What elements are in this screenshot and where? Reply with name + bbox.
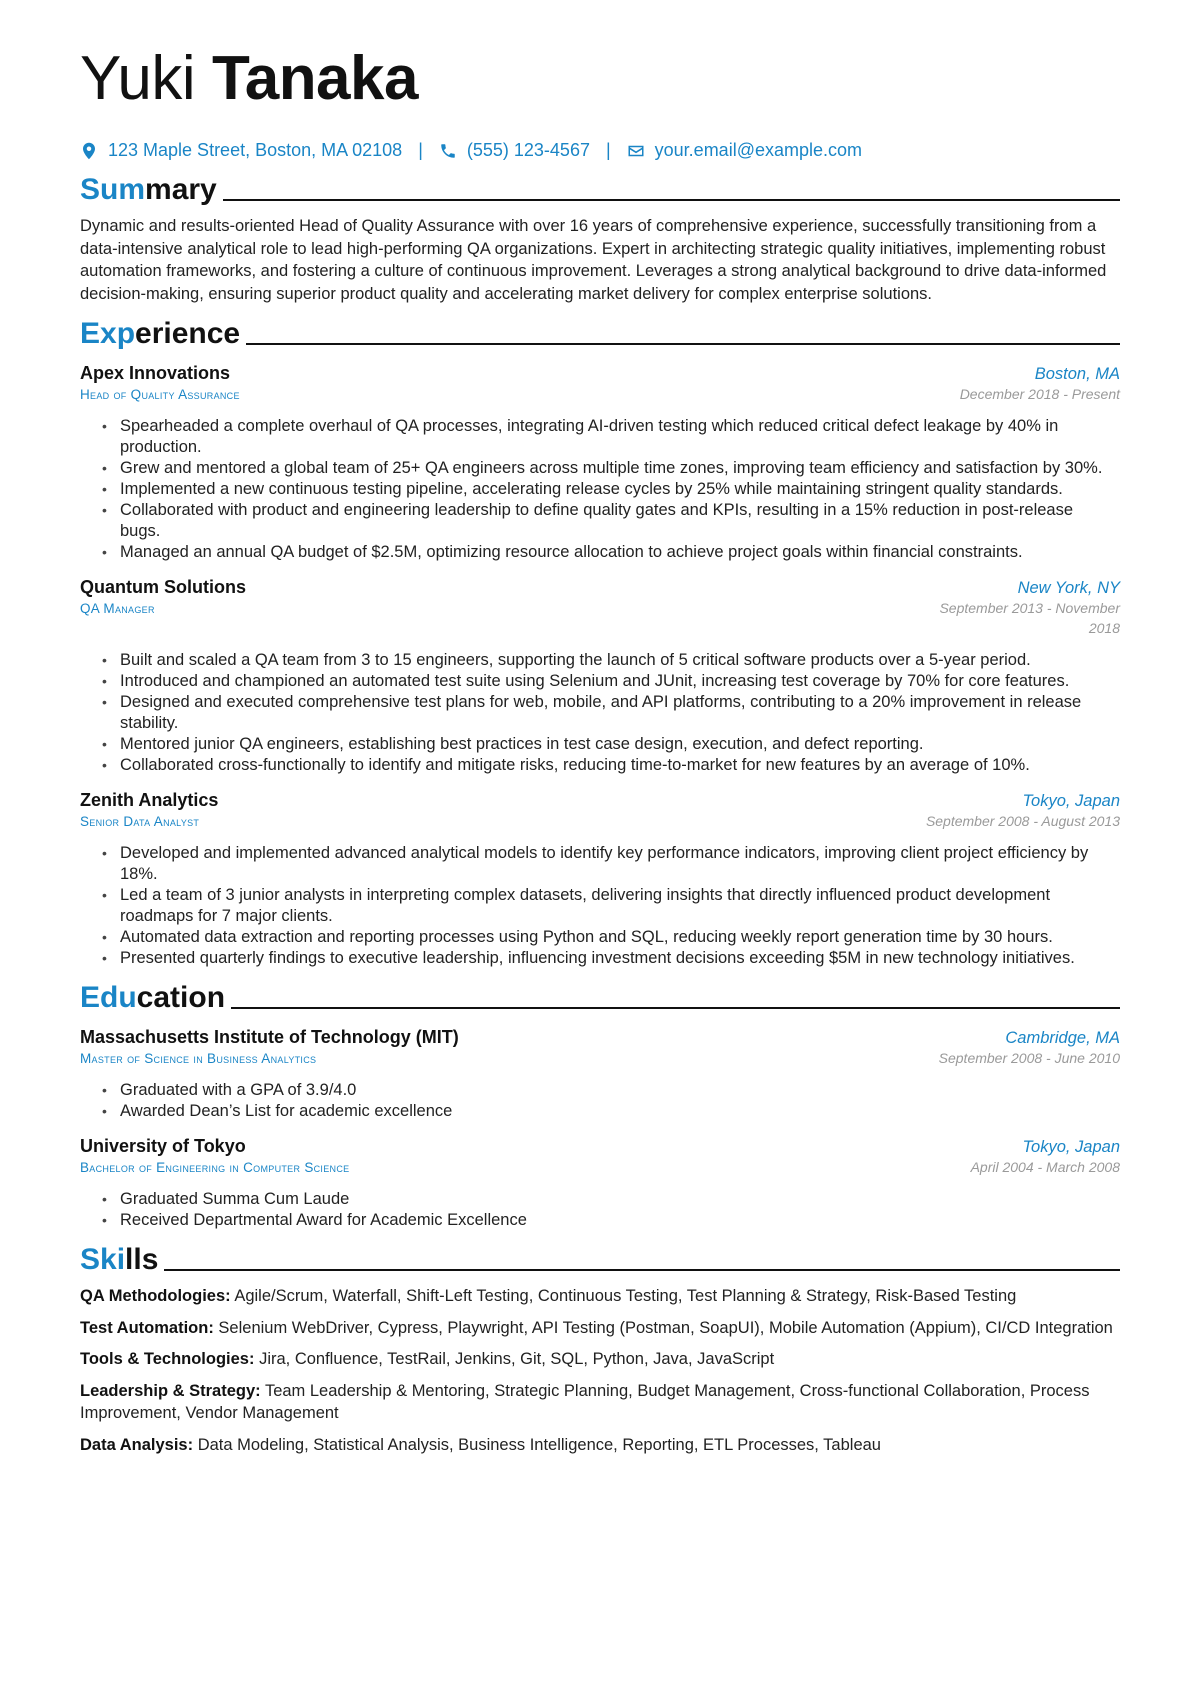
skill-items: Data Modeling, Statistical Analysis, Business Intelligence, Reporting, ETL Processes, Tableau — [197, 1435, 881, 1454]
job-title: Senior Data Analyst — [80, 814, 200, 829]
skill-items: Selenium WebDriver, Cypress, Playwright, API Testing (Postman, SoapUI), Mobile Automation (Appium), CI/CD Integration — [218, 1318, 1113, 1337]
job-title: QA Manager — [80, 601, 155, 616]
education-bullets — [80, 1189, 1120, 1231]
map-pin-icon — [80, 142, 98, 160]
job-dates: December 2018 - Present — [959, 386, 1120, 402]
bullet-item: • Automated data extraction and reporting processes using Python and SQL, reducing weekly report generation time by 30 hours. — [120, 927, 1120, 948]
skill-row — [80, 1285, 1120, 1308]
job-dates: September 2013 - November 2018 — [939, 600, 1120, 636]
job-location: Boston, MA — [1034, 365, 1120, 383]
last-name: Tanaka — [211, 44, 419, 113]
bullet-item: • Introduced and championed an automated test suite using Selenium and JUnit, increasing test coverage by 70% for core features. — [120, 671, 1120, 692]
job-bullets — [80, 416, 1120, 563]
bullet-item: • Mentored junior QA engineers, establishing best practices in test case design, execution, and defect reporting. — [120, 734, 1120, 755]
job-dates: September 2008 - August 2013 — [925, 813, 1120, 829]
experience-heading — [80, 319, 1120, 349]
contact-bar — [80, 140, 1120, 161]
bullet-item: • Led a team of 3 junior analysts in interpreting complex datasets, delivering insights that directly influenced product development roadmaps for 7 major clients. — [120, 885, 1120, 927]
skill-category: QA Methodologies: — [80, 1287, 231, 1305]
section-title: Skills — [80, 1243, 159, 1276]
bullet-item: • Awarded Dean’s List for academic excellence — [120, 1101, 1120, 1122]
degree-title: Master of Science in Business Analytics — [80, 1051, 317, 1066]
skill-category: Leadership & Strategy: — [80, 1381, 261, 1400]
education-dates: April 2004 - March 2008 — [970, 1159, 1120, 1175]
skill-items: Team Leadership & Mentoring, Strategic Planning, Budget Management, Cross-functional Collaboration, Process Improvement, Vendor Management — [80, 1381, 1090, 1422]
bullet-item: • Graduated Summa Cum Laude — [120, 1189, 1120, 1210]
company-name: Apex Innovations — [80, 363, 231, 383]
envelope-icon — [627, 142, 645, 160]
job-entry — [80, 790, 1120, 969]
bullet-item: • Graduated with a GPA of 3.9/4.0 — [120, 1080, 1120, 1101]
section-title: Summary — [80, 173, 217, 206]
bullet-item: • Collaborated with product and engineering leadership to define quality gates and KPIs, resulting in a 15% reduction in post-release bugs. — [120, 500, 1120, 542]
bullet-item: • Collaborated cross-functionally to identify and mitigate risks, reducing time-to-market for new features by an average of 10%. — [120, 755, 1120, 776]
contact-separator: | — [418, 140, 423, 160]
school-name: Massachusetts Institute of Technology (MIT) — [80, 1027, 459, 1047]
company-name: Zenith Analytics — [80, 790, 219, 810]
contact-phone[interactable] — [439, 140, 590, 161]
section-rule — [231, 1007, 1120, 1009]
skills-heading — [80, 1245, 1120, 1275]
bullet-item: • Managed an annual QA budget of $2.5M, optimizing resource allocation to achieve project goals within financial constraints. — [120, 542, 1120, 563]
contact-email[interactable] — [627, 140, 862, 161]
job-bullets — [80, 650, 1120, 776]
job-bullets — [80, 843, 1120, 969]
skill-row — [80, 1317, 1120, 1340]
phone-icon — [439, 142, 457, 160]
education-entry — [80, 1027, 1120, 1122]
section-rule — [164, 1269, 1120, 1271]
summary-heading — [80, 175, 1120, 205]
first-name: Yuki — [80, 44, 196, 113]
skill-category: Data Analysis: — [80, 1435, 194, 1454]
school-location: Tokyo, Japan — [1022, 1138, 1120, 1156]
bullet-item: • Grew and mentored a global team of 25+ QA engineers across multiple time zones, improving team efficiency and satisfaction by 30%. — [120, 458, 1120, 479]
address-text: 123 Maple Street, Boston, MA 02108 — [108, 140, 403, 160]
contact-separator: | — [605, 140, 611, 160]
job-title: Head of Quality Assurance — [80, 387, 240, 402]
skill-row — [80, 1380, 1120, 1425]
education-bullets — [80, 1080, 1120, 1122]
bullet-item: • Received Departmental Award for Academic Excellence — [120, 1210, 1120, 1231]
skill-category: Test Automation: — [80, 1318, 214, 1337]
candidate-name — [80, 44, 1120, 113]
bullet-item: • Presented quarterly findings to executive leadership, influencing investment decisions exceeding $5M in new technology initiatives. — [120, 948, 1120, 969]
section-title: Education — [80, 981, 226, 1014]
education-entry — [80, 1136, 1120, 1231]
summary-text: Dynamic and results-oriented Head of Quality Assurance with over 16 years of comprehensive experience, successfully transitioning from a data-intensive analytical role to lead high-performing QA organizations. Expert in architecting strategic quality initiatives, implementing robust automation frameworks, and fostering a culture of continuous improvement. Leverages a strong analytical background to drive data-informed decision-making, ensuring superior product quality and accelerating market delivery for complex enterprise solutions. — [80, 217, 1107, 303]
job-location: New York, NY — [1017, 579, 1120, 597]
school-location: Cambridge, MA — [1005, 1029, 1120, 1047]
contact-address — [80, 140, 402, 161]
email-text: your.email@example.com — [654, 140, 863, 160]
company-name: Quantum Solutions — [80, 577, 246, 597]
education-heading — [80, 983, 1120, 1013]
skill-row — [80, 1348, 1120, 1371]
skill-items: Agile/Scrum, Waterfall, Shift-Left Testing, Continuous Testing, Test Planning & Strategy, Risk-Based Testing — [234, 1287, 1017, 1305]
section-title: Experience — [80, 317, 241, 350]
skill-items: Jira, Confluence, TestRail, Jenkins, Git, SQL, Python, Java, JavaScript — [259, 1350, 775, 1368]
section-rule — [246, 343, 1120, 345]
degree-title: Bachelor of Engineering in Computer Science — [80, 1160, 350, 1175]
job-location: Tokyo, Japan — [1022, 792, 1120, 810]
job-entry — [80, 363, 1120, 563]
bullet-item: • Spearheaded a complete overhaul of QA processes, integrating AI-driven testing which reduced critical defect leakage by 40% in production. — [120, 416, 1120, 458]
skills-list — [80, 1285, 1120, 1456]
education-dates: September 2008 - June 2010 — [938, 1050, 1120, 1066]
bullet-item: • Developed and implemented advanced analytical models to identify key performance indicators, improving client project efficiency by 18%. — [120, 843, 1120, 885]
job-entry — [80, 577, 1120, 776]
phone-text: (555) 123-4567 — [466, 140, 590, 160]
section-rule — [223, 199, 1120, 201]
bullet-item: • Implemented a new continuous testing pipeline, accelerating release cycles by 25% while maintaining stringent quality standards. — [120, 479, 1120, 500]
skill-category: Tools & Technologies: — [80, 1350, 255, 1368]
skill-row — [80, 1434, 1120, 1457]
bullet-item: • Built and scaled a QA team from 3 to 15 engineers, supporting the launch of 5 critical software products over a 5-year period. — [120, 650, 1120, 671]
school-name: University of Tokyo — [80, 1136, 246, 1156]
bullet-item: • Designed and executed comprehensive test plans for web, mobile, and API platforms, contributing to a 20% improvement in release stability. — [120, 692, 1120, 734]
